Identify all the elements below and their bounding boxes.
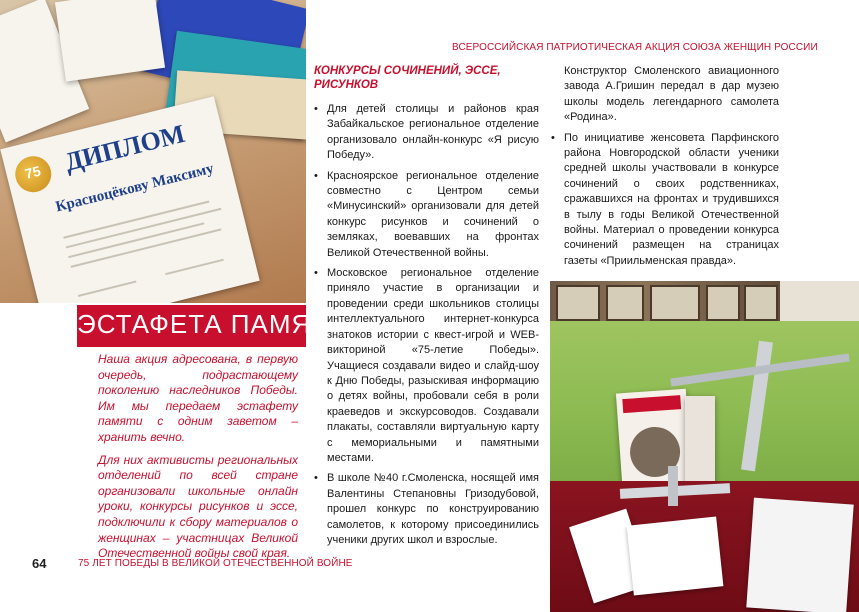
- history-board: [550, 281, 780, 321]
- certificate-paper: [55, 0, 165, 82]
- list-item: • Московское региональное отделение приняло участие в организации и проведении среди школьников столицы интеллектуального интернет-конкурса знатоков истории с квест-игрой и WEB-викториной «75-летие Победы». Учащиеся создавали видео и слайд-шоу к Дню Победы, разыскивая информацию о детях войны, пробовали себя в роли краеведов и экскурсоводов. Создавали плакаты, составляли виртуальную карту с мемориальными и памятными местами.: [314, 267, 539, 464]
- page-number: 64: [32, 556, 47, 571]
- running-header: ВСЕРОССИЙСКАЯ ПАТРИОТИЧЕСКАЯ АКЦИЯ СОЮЗА ЖЕНЩИН РОССИИ: [452, 42, 818, 53]
- list-item: • По инициативе женсовета Парфинского района Новгородской области ученики средней школы участвовали в конкурсе сочинений о своих родственниках, сражавшихся на фронтах и трудившихся в тылу в годы Великой Отечественной войны. Материал о проведении конкурса сочинений размещен на страницах газеты «Приильменская правда».: [551, 131, 779, 267]
- list-item: • Для детей столицы и районов края Забайкальское региональное отделение организовало онлайн-конкурс «Я рисую Победу».: [314, 103, 539, 162]
- diplomas-photo: [0, 0, 306, 303]
- diploma-recipient: Красноцёкову Максиму: [54, 160, 216, 216]
- intro-paragraph: Для них активисты региональных отделений по всей стране организовали школьные онлайн уроки, конкурсы рисунков и эссе, подключили к сбору материалов о женщинах – участницах Великой Отечественной войны свой края.: [98, 452, 298, 561]
- victory-75-emblem: 75: [11, 152, 55, 196]
- intro-paragraph: Наша акция адресована, в первую очередь, подрастающему поколению наследников Победы. Им мы передаем эстафету памяти с одним заветом – хранить вечно.: [98, 352, 298, 444]
- booklet: [746, 498, 853, 612]
- contest-list: [314, 102, 539, 553]
- intro-text: [98, 352, 298, 569]
- list-item: • В школе №40 г.Смоленска, носящей имя Валентины Степановны Гризодубовой, прошел конкурс по конструированию самолетов, к которому присоединились ученики других школ и взрослые.: [314, 472, 539, 546]
- section-title-banner: [77, 303, 348, 347]
- diploma-heading: ДИПЛОМ: [61, 118, 188, 177]
- booklet: [627, 516, 724, 595]
- list-item-continuation: Конструктор Смоленского авиационного завода А.Гришин передал в дар музею школы модель легендарного самолета «Родина».: [564, 65, 779, 124]
- contest-list-continued: [551, 64, 779, 274]
- museum-exhibit-photo: [550, 281, 859, 612]
- running-footer: 75 ЛЕТ ПОБЕДЫ В ВЕЛИКОЙ ОТЕЧЕСТВЕННОЙ ВОЙНЕ: [78, 558, 353, 569]
- list-item: • Красноярское региональное отделение совместно с Центром семьи «Минусинский» организовали для детей конкурс рисунков и сочинений о земляках, воевавших на фронтах Великой Отечественной войны.: [314, 169, 539, 259]
- section-title: ЭСТАФЕТА ПАМЯТИ: [77, 309, 348, 339]
- subsection-heading: КОНКУРСЫ СОЧИНЕНИЙ, ЭССЕ, РИСУНКОВ: [314, 65, 501, 91]
